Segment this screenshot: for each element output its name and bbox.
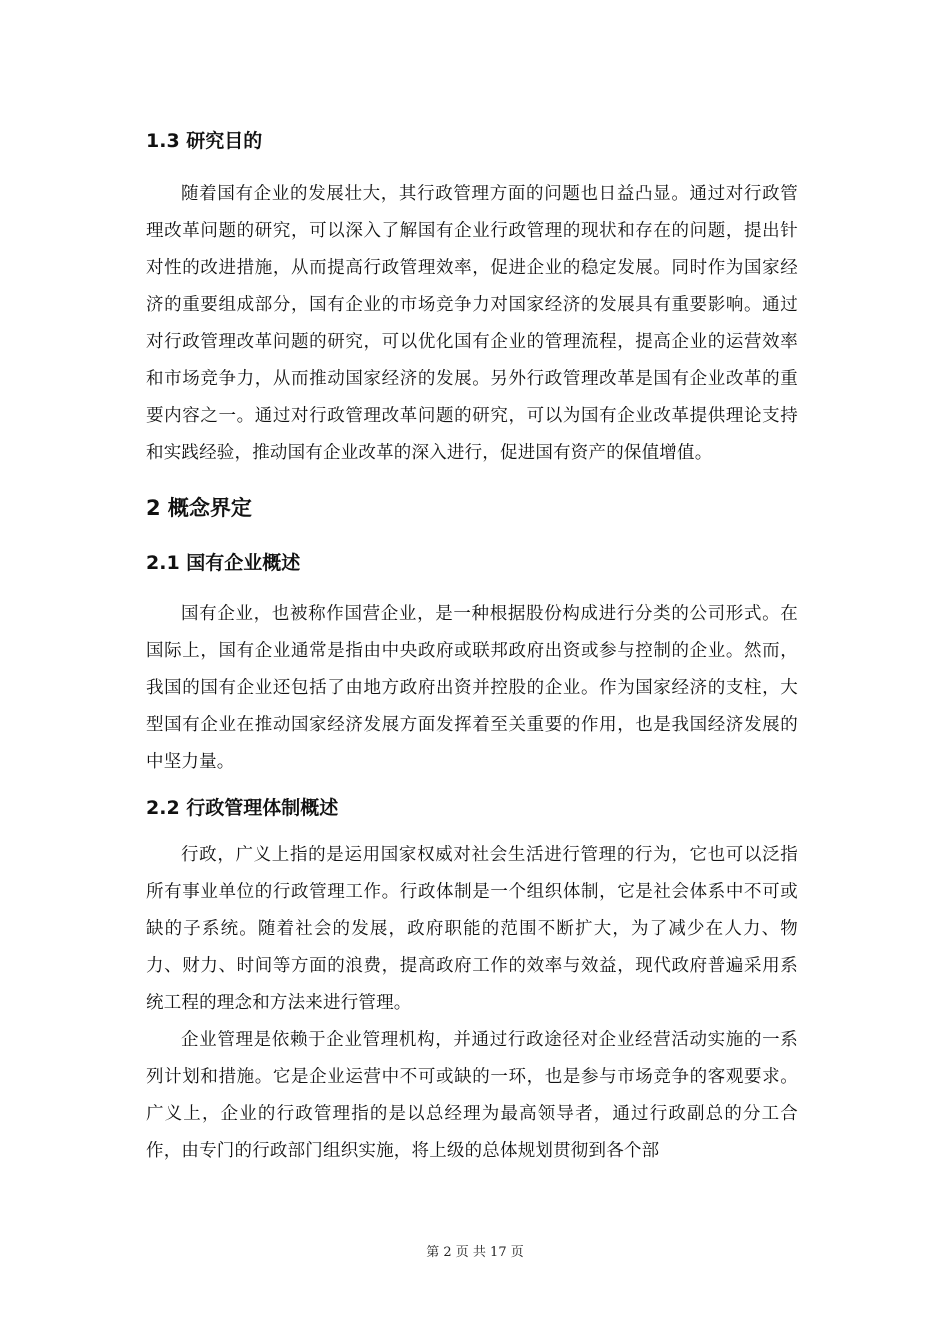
page-content	[146, 122, 798, 1170]
paragraph-2-2-enterprise-management: 企业管理是依赖于企业管理机构，并通过行政途径对企业经营活动实施的一系列计划和措施。它是企业运营中不可或缺的一环，也是参与市场竞争的客观要求。广义上，企业的行政管理指的是以总经理为最高领导者，通过行政副总的分工合作，由专门的行政部门组织实施，将上级的总体规划贯彻到各个部	[146, 1030, 798, 1161]
page-footer: 第 2 页 共 17 页	[426, 1245, 524, 1260]
paragraph-2-1-soe-overview: 国有企业，也被称作国营企业，是一种根据股份构成进行分类的公司形式。在国际上，国有企业通常是指由中央政府或联邦政府出资或参与控制的企业。然而，我国的国有企业还包括了由地方政府出资并控股的企业。作为国家经济的支柱，大型国有企业在推动国家经济发展方面发挥着至关重要的作用，也是我国经济发展的中坚力量。	[146, 604, 798, 772]
section-heading-1-3: 1.3 研究目的	[146, 130, 263, 152]
section-heading-2: 2 概念界定	[146, 496, 252, 520]
paragraph-1-3-research-purpose: 随着国有企业的发展壮大，其行政管理方面的问题也日益凸显。通过对行政管理改革问题的研究，可以深入了解国有企业行政管理的现状和存在的问题，提出针对性的改进措施，从而提高行政管理效率，促进企业的稳定发展。同时作为国家经济的重要组成部分，国有企业的市场竞争力对国家经济的发展具有重要影响。通过对行政管理改革问题的研究，可以优化国有企业的管理流程，提高企业的运营效率和市场竞争力，从而推动国家经济的发展。另外行政管理改革是国有企业改革的重要内容之一。通过对行政管理改革问题的研究，可以为国有企业改革提供理论支持和实践经验，推动国有企业改革的深入进行，促进国有资产的保值增值。	[146, 184, 798, 463]
section-heading-2-2: 2.2 行政管理体制概述	[146, 797, 339, 819]
paragraph-2-2-administration: 行政，广义上指的是运用国家权威对社会生活进行管理的行为，它也可以泛指所有事业单位的行政管理工作。行政体制是一个组织体制，它是社会体系中不可或缺的子系统。随着社会的发展，政府职能的范围不断扩大，为了减少在人力、物力、财力、时间等方面的浪费，提高政府工作的效率与效益，现代政府普遍采用系统工程的理念和方法来进行管理。	[146, 845, 798, 1013]
section-heading-2-1: 2.1 国有企业概述	[146, 552, 301, 574]
